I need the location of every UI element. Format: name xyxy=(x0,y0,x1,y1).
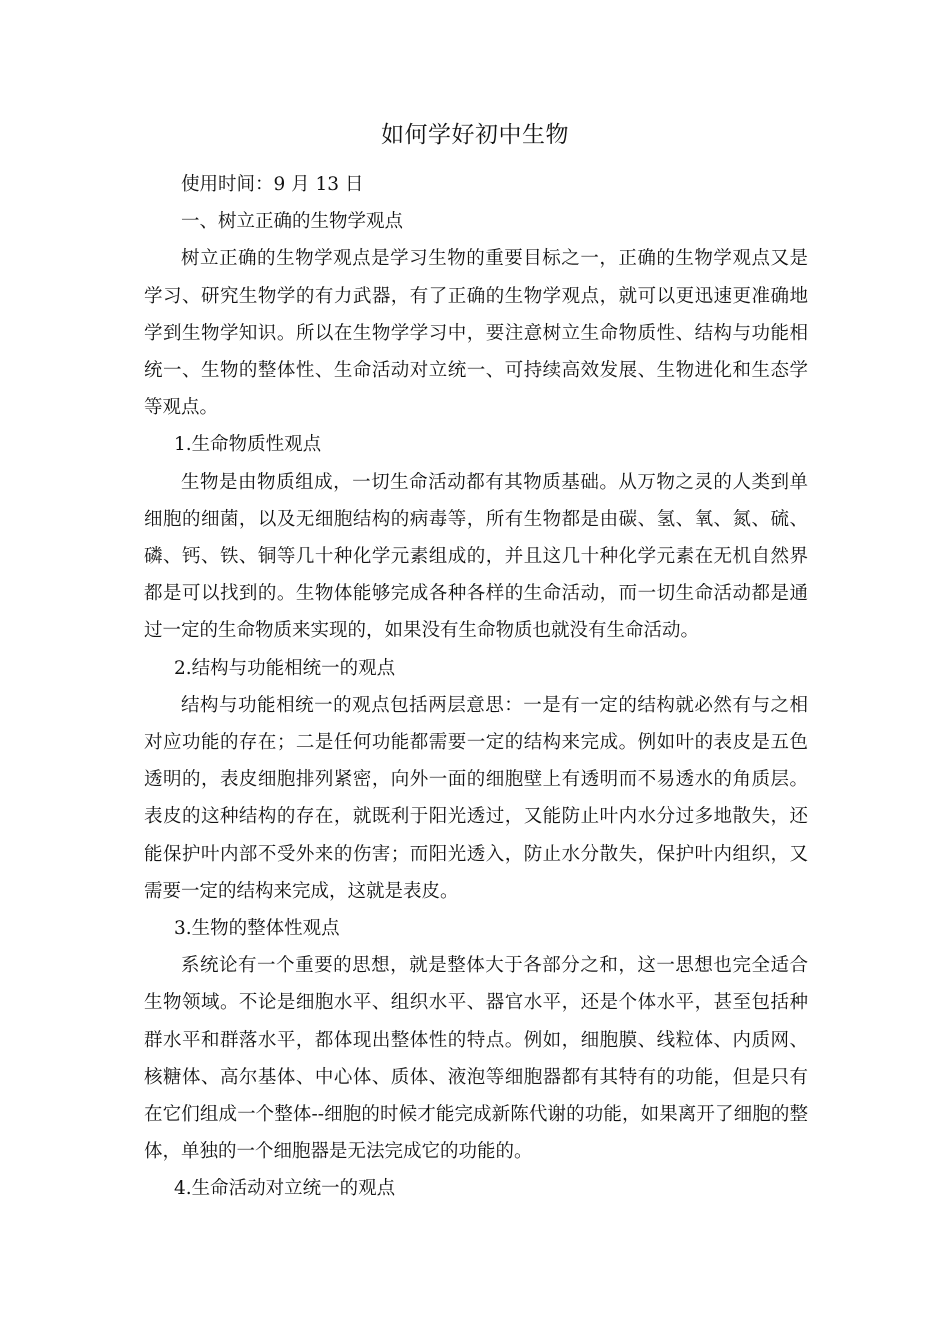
document-body xyxy=(144,166,808,1208)
point1-heading: 1.生命物质性观点 xyxy=(174,434,322,456)
date-line: 使用时间：9 月 13 日 xyxy=(181,174,364,195)
section1-heading: 一、树立正确的生物学观点 xyxy=(181,211,404,233)
point3-paragraph: 系统论有一个重要的思想，就是整体大于各部分之和，这一思想也完全适合生物领域。不论是细胞水平、组织水平、器官水平，还是个体水平，甚至包括种群水平和群落水平，都体现出整体性的特点。例如，细胞膜、线粒体、内质网、核糖体、高尔基体、中心体、质体、液泡等细胞器都有其特有的功能，但是只有在它们组成一个整体--细胞的时候才能完成新陈代谢的功能，如果离开了细胞的整体，单独的一个细胞器是无法完成它的功能的。 xyxy=(144,955,808,1163)
page-title: 如何学好初中生物 xyxy=(381,122,569,148)
point1-paragraph: 生物是由物质组成，一切生命活动都有其物质基础。从万物之灵的人类到单细胞的细菌，以及无细胞结构的病毒等，所有生物都是由碳、氢、氧、氮、硫、磷、钙、铁、铜等几十种化学元素组成的，并且这几十种化学元素在无机自然界都是可以找到的。生物体能够完成各种各样的生命活动，而一切生命活动都是通过一定的生命物质来实现的，如果没有生命物质也就没有生命活动。 xyxy=(144,471,808,642)
point4-heading: 4.生命活动对立统一的观点 xyxy=(174,1178,396,1200)
section1-intro-paragraph: 树立正确的生物学观点是学习生物的重要目标之一，正确的生物学观点又是学习、研究生物学的有力武器，有了正确的生物学观点，就可以更迅速更准确地学到生物学知识。所以在生物学学习中，要注意树立生命物质性、结构与功能相统一、生物的整体性、生命活动对立统一、可持续高效发展、生物进化和生态学等观点。 xyxy=(144,248,808,419)
point2-heading: 2.结构与功能相统一的观点 xyxy=(174,657,396,679)
point2-paragraph: 结构与功能相统一的观点包括两层意思：一是有一定的结构就必然有与之相对应功能的存在；二是任何功能都需要一定的结构来完成。例如叶的表皮是五色透明的，表皮细胞排列紧密，向外一面的细胞壁上有透明而不易透水的角质层。表皮的这种结构的存在，就既利于阳光透过，又能防止叶内水分过多地散失，还能保护叶内部不受外来的伤害；而阳光透入，防止水分散失，保护叶内组织，又需要一定的结构来完成，这就是表皮。 xyxy=(144,694,808,902)
point3-heading: 3.生物的整体性观点 xyxy=(174,918,340,940)
